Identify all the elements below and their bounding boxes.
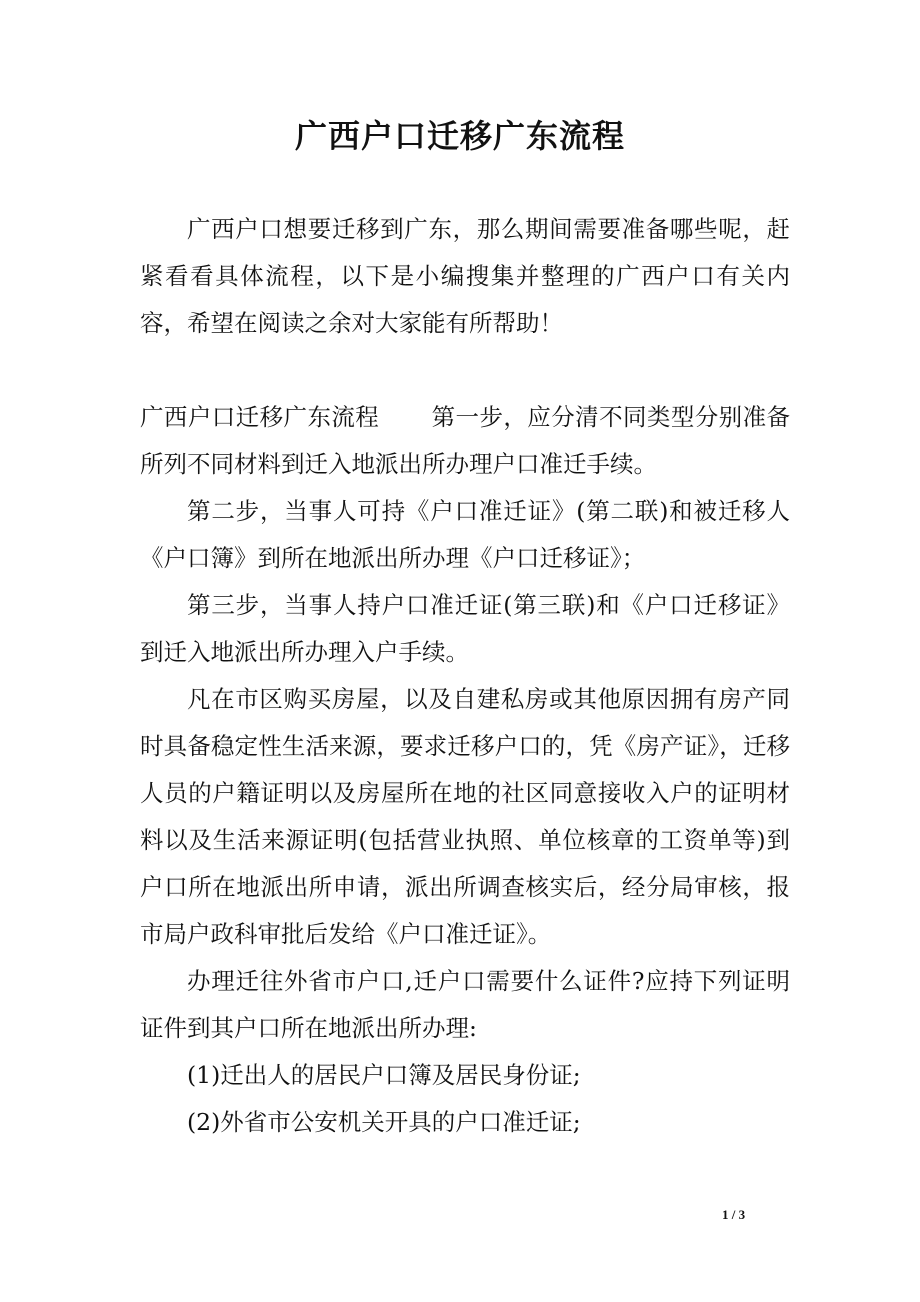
step1-text: 第一步，应分清不同类型分别准备所列不同材料到迁入地派出所办理户口准迁手续。 (140, 403, 791, 478)
document-body (140, 206, 790, 1146)
list-item-2: (2)外省市公安机关开具的户口准迁证; (187, 1108, 581, 1136)
out-province-paragraph: 办理迁往外省市户口,迁户口需要什么证件?应持下列证明证件到其户口所在地派出所办理: (140, 967, 790, 1042)
section-heading: 广西户口迁移广东流程 (140, 403, 380, 431)
step3-paragraph: 第三步，当事人持户口准迁证(第三联)和《户口迁移证》到迁入地派出所办理入户手续。 (140, 591, 790, 666)
step1-paragraph (140, 394, 790, 488)
paragraph-gap (140, 347, 790, 394)
list-item-1: (1)迁出人的居民户口簿及居民身份证; (187, 1061, 581, 1089)
page-number: 1 / 3 (722, 1207, 746, 1222)
intro-paragraph: 广西户口想要迁移到广东，那么期间需要准备哪些呢，赶紧看看具体流程，以下是小编搜集并整理的广西户口有关内容，希望在阅读之余对大家能有所帮助！ (140, 215, 790, 337)
page-title: 广西户口迁移广东流程 (294, 117, 625, 155)
purchase-paragraph: 凡在市区购买房屋，以及自建私房或其他原因拥有房产同时具备稳定性生活来源，要求迁移户口的，凭《房产证》，迁移人员的户籍证明以及房屋所在地的社区同意接收入户的证明材料以及生活来源证明(包括营业执照、单位核章的工资单等)到户口所在地派出所申请，派出所调查核实后，经分局审核，报市局户政科审批后发给《户口准迁证》。 (140, 685, 790, 948)
step2-paragraph: 第二步，当事人可持《户口准迁证》(第二联)和被迁移人《户口簿》到所在地派出所办理《户口迁移证》； (140, 497, 790, 572)
